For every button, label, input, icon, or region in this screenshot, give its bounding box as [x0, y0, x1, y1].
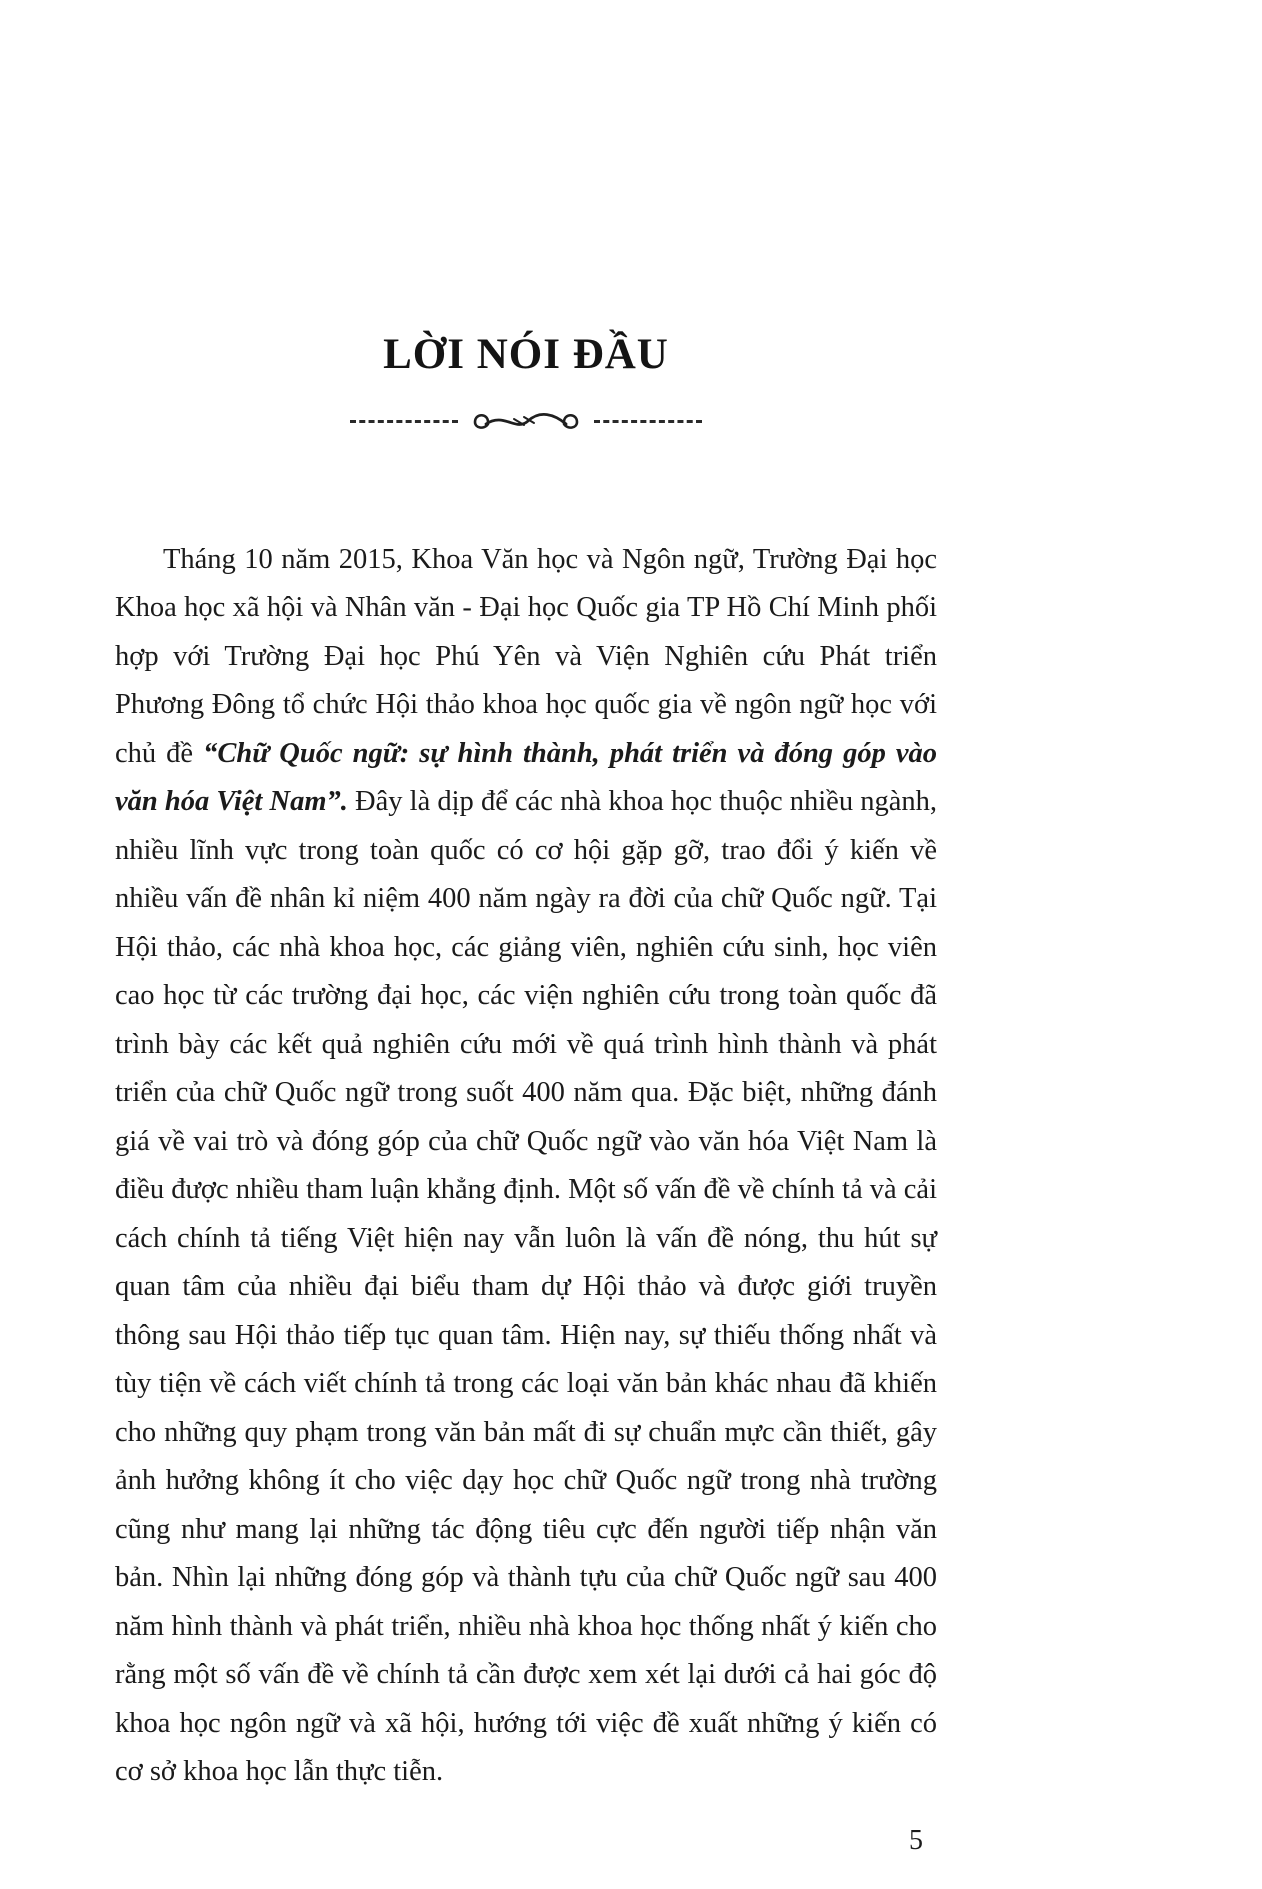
paragraph-part1: Tháng 10 năm 2015, Khoa Văn học và Ngôn ngữ, Trường Đại học Khoa học xã hội và Nhân văn - Đại học Quốc gia TP Hồ Chí Minh phối hợp với Trường Đại học Phú Yên và Viện Nghiên cứu Phát triển Phương Đông tổ chức Hội thảo khoa học quốc gia về ngôn ngữ học với chủ đề: [115, 543, 937, 769]
paragraph-part2: Đây là dịp để các nhà khoa học thuộc nhiều ngành, nhiều lĩnh vực trong toàn quốc có cơ hội gặp gỡ, trao đổi ý kiến về nhiều vấn đề nhân kỉ niệm 400 năm ngày ra đời của chữ Quốc ngữ. Tại Hội thảo, các nhà khoa học, các giảng viên, nghiên cứu sinh, học viên cao học từ các trường đại học, các viện nghiên cứu trong toàn quốc đã trình bày các kết quả nghiên cứu mới về quá trình hình thành và phát triển của chữ Quốc ngữ trong suốt 400 năm qua. Đặc biệt, những đánh giá về vai trò và đóng góp của chữ Quốc ngữ vào văn hóa Việt Nam là điều được nhiều tham luận khẳng định. Một số vấn đề về chính tả và cải cách chính tả tiếng Việt hiện nay vẫn luôn là vấn đề nóng, thu hút sự quan tâm của nhiều đại biểu tham dự Hội thảo và được giới truyền thông sau Hội thảo tiếp tục quan tâm. Hiện nay, sự thiếu thống nhất và tùy tiện về cách viết chính tả trong các loại văn bản khác nhau đã khiến cho những quy phạm trong văn bản mất đi sự chuẩn mực cần thiết, gây ảnh hưởng không ít cho việc dạy học chữ Quốc ngữ trong nhà trường cũng như mang lại những tác động tiêu cực đến người tiếp nhận văn bản. Nhìn lại những đóng góp và thành tựu của chữ Quốc ngữ sau 400 năm hình thành và phát triển, nhiều nhà khoa học thống nhất ý kiến cho rằng một số vấn đề về chính tả cần được xem xét lại dưới cả hai góc độ khoa học ngôn ngữ và xã hội, hướng tới việc đề xuất những ý kiến có cơ sở khoa học lẫn thực tiễn.: [115, 786, 937, 1788]
page-title: LỜI NÓI ĐẦU: [383, 331, 669, 378]
divider-ornament-icon: [466, 408, 586, 436]
page-number: 5: [909, 1825, 923, 1857]
paragraph-emphasis: “Chữ Quốc ngữ: sự hình thành, phát triển và đóng góp vào văn hóa Việt Nam”.: [115, 737, 937, 818]
title-divider: [115, 408, 937, 436]
body-paragraph: [115, 536, 937, 1797]
divider-dashes-right: [594, 420, 702, 423]
divider-dashes-left: [350, 420, 458, 423]
page-content: [115, 0, 937, 1857]
